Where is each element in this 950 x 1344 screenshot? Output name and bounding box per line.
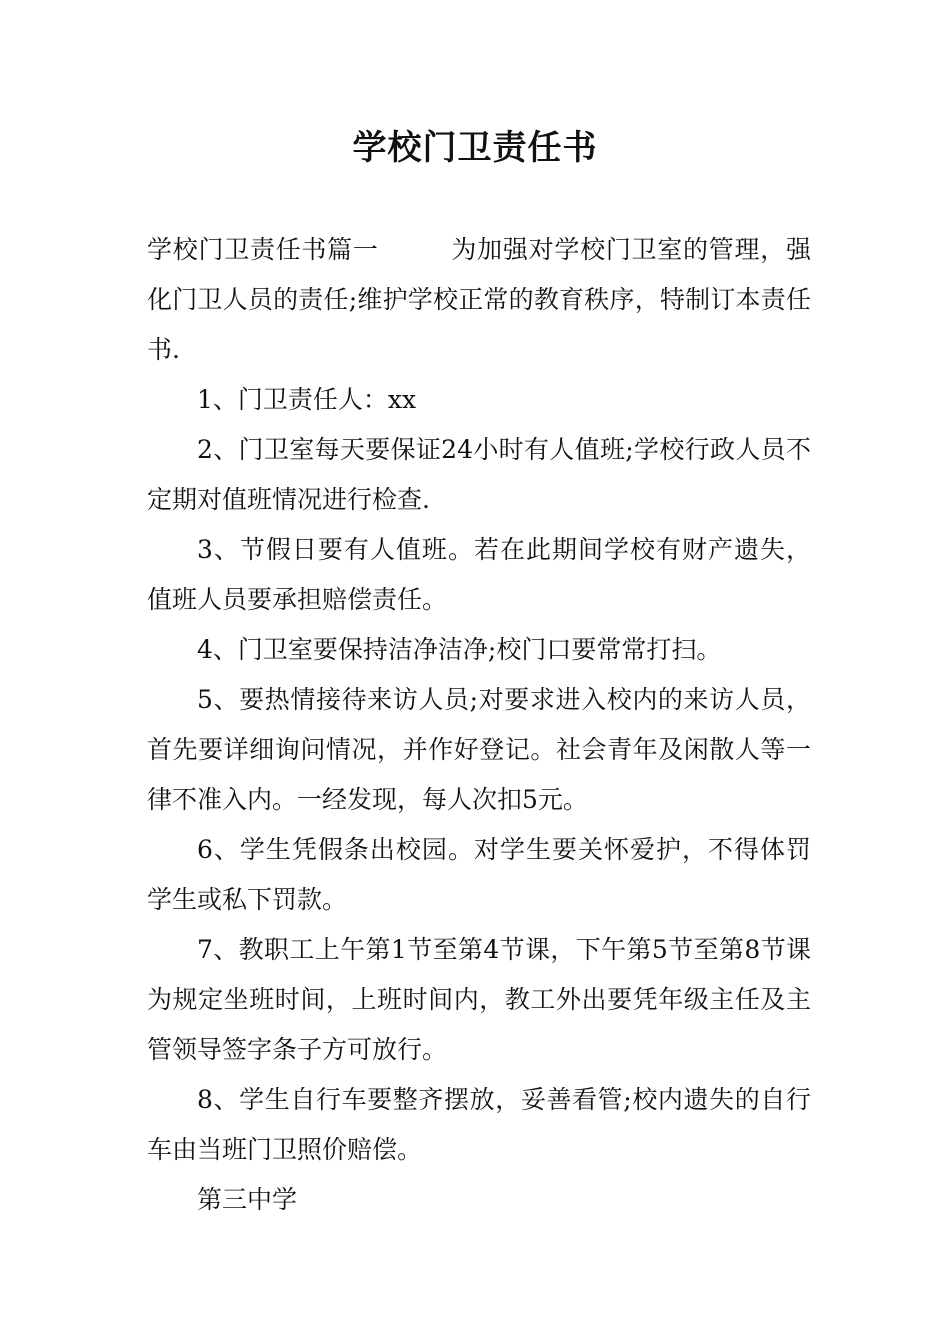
intro-text: 为加强对学校门卫室的管理，强化门卫人员的责任;维护学校正常的教育秩序，特制订本责任书. [147,235,811,364]
signature: 第三中学 [197,1185,298,1214]
document-title: 学校门卫责任书 [352,128,598,168]
item-3: 3、节假日要有人值班。若在此期间学校有财产遗失，值班人员要承担赔偿责任。 [147,535,811,614]
intro-lead: 学校门卫责任书篇一 [147,235,379,264]
item-4: 4、门卫室要保持洁净洁净;校门口要常常打扫。 [197,635,722,664]
item-2: 2、门卫室每天要保证24小时有人值班;学校行政人员不定期对值班情况进行检查. [147,435,811,514]
item-6: 6、学生凭假条出校园。对学生要关怀爱护，不得体罚学生或私下罚款。 [147,835,811,914]
item-7: 7、教职工上午第1节至第4节课，下午第5节至第8节课为规定坐班时间，上班时间内，教工外出要凭年级主任及主管领导签字条子方可放行。 [147,935,811,1064]
intro-paragraph [147,225,811,375]
document-body [147,225,811,1225]
item-1: 1、门卫责任人：xx [197,385,417,414]
item-5: 5、要热情接待来访人员;对要求进入校内的来访人员，首先要详细询问情况，并作好登记。社会青年及闲散人等一律不准入内。一经发现，每人次扣5元。 [147,685,811,814]
item-8: 8、学生自行车要整齐摆放，妥善看管;校内遗失的自行车由当班门卫照价赔偿。 [147,1085,811,1164]
